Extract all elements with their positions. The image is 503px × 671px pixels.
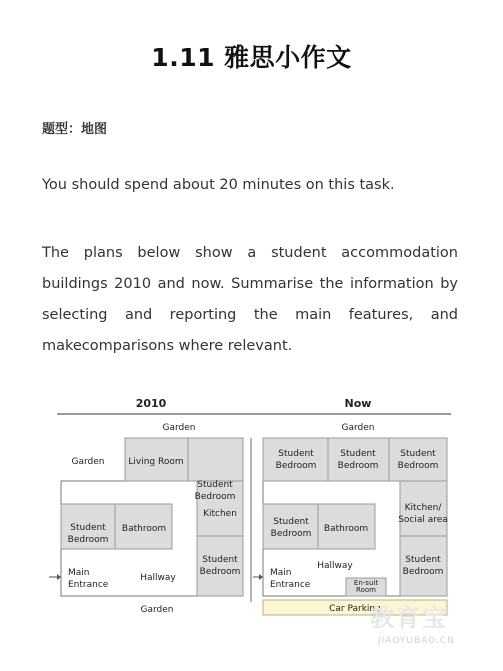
- label-now-kitchen-social: Kitchen/ Social area: [398, 503, 448, 525]
- room-bedroom-2010-top: [188, 438, 243, 481]
- watermark-url: JIAOYUBAO.CN: [378, 636, 455, 646]
- label-2010-bedroom-top: Student Bedroom: [194, 480, 236, 502]
- label-now-bedroom-2: Student Bedroom: [337, 449, 379, 471]
- question-type: 题型：地图: [42, 122, 108, 137]
- floor-plans: [45, 392, 465, 622]
- instruction-text: You should spend about 20 minutes on this task.: [42, 177, 395, 193]
- page-title: 1.11 雅思小作文: [151, 43, 352, 72]
- label-2010-entrance: Main Entrance: [68, 568, 109, 590]
- room-now-bedroom-low: [400, 536, 447, 596]
- plan-2010-bottom-garden: Garden: [140, 605, 174, 615]
- label-now-entrance: Main Entrance: [270, 568, 311, 590]
- label-now-bedroom-mid: Student Bedroom: [270, 517, 312, 539]
- label-2010-garden: Garden: [71, 457, 105, 467]
- plan-2010-top-garden: Garden: [162, 423, 196, 433]
- label-2010-bedroom-low: Student Bedroom: [199, 555, 241, 577]
- label-now-bedroom-3: Student Bedroom: [397, 449, 439, 471]
- label-2010-kitchen: Kitchen: [203, 509, 237, 519]
- watermark-logo: 教育宝: [370, 604, 448, 632]
- label-now-ensuite: En-suit Room: [353, 579, 379, 594]
- label-now-bedroom-1: Student Bedroom: [275, 449, 317, 471]
- plan-now-top-garden: Garden: [341, 423, 375, 433]
- prompt-text: The plans below show a student accommodation buildings 2010 and now. Summarise the information by selecting and reporting the main features, and makecomparisons where relevant.: [42, 245, 458, 354]
- label-now-hallway: Hallway: [317, 561, 353, 571]
- label-now-bedroom-low: Student Bedroom: [402, 555, 444, 577]
- plan-2010-heading: 2010: [135, 397, 167, 410]
- plan-now-heading: Now: [344, 397, 372, 410]
- label-2010-bedroom-mid: Student Bedroom: [67, 523, 109, 545]
- label-2010-hallway: Hallway: [140, 573, 176, 583]
- room-bedroom-2010-low: [197, 536, 243, 596]
- floor-plans-figure: [45, 392, 465, 622]
- room-now-bedroom-3: [389, 438, 447, 481]
- room-now-bedroom-1: [263, 438, 328, 481]
- label-car-parking: Car Parking: [329, 604, 381, 614]
- room-now-bedroom-2: [328, 438, 389, 481]
- label-now-bathroom: Bathroom: [323, 524, 369, 534]
- label-2010-bathroom: Bathroom: [121, 524, 167, 534]
- label-living-room: Living Room: [128, 457, 184, 467]
